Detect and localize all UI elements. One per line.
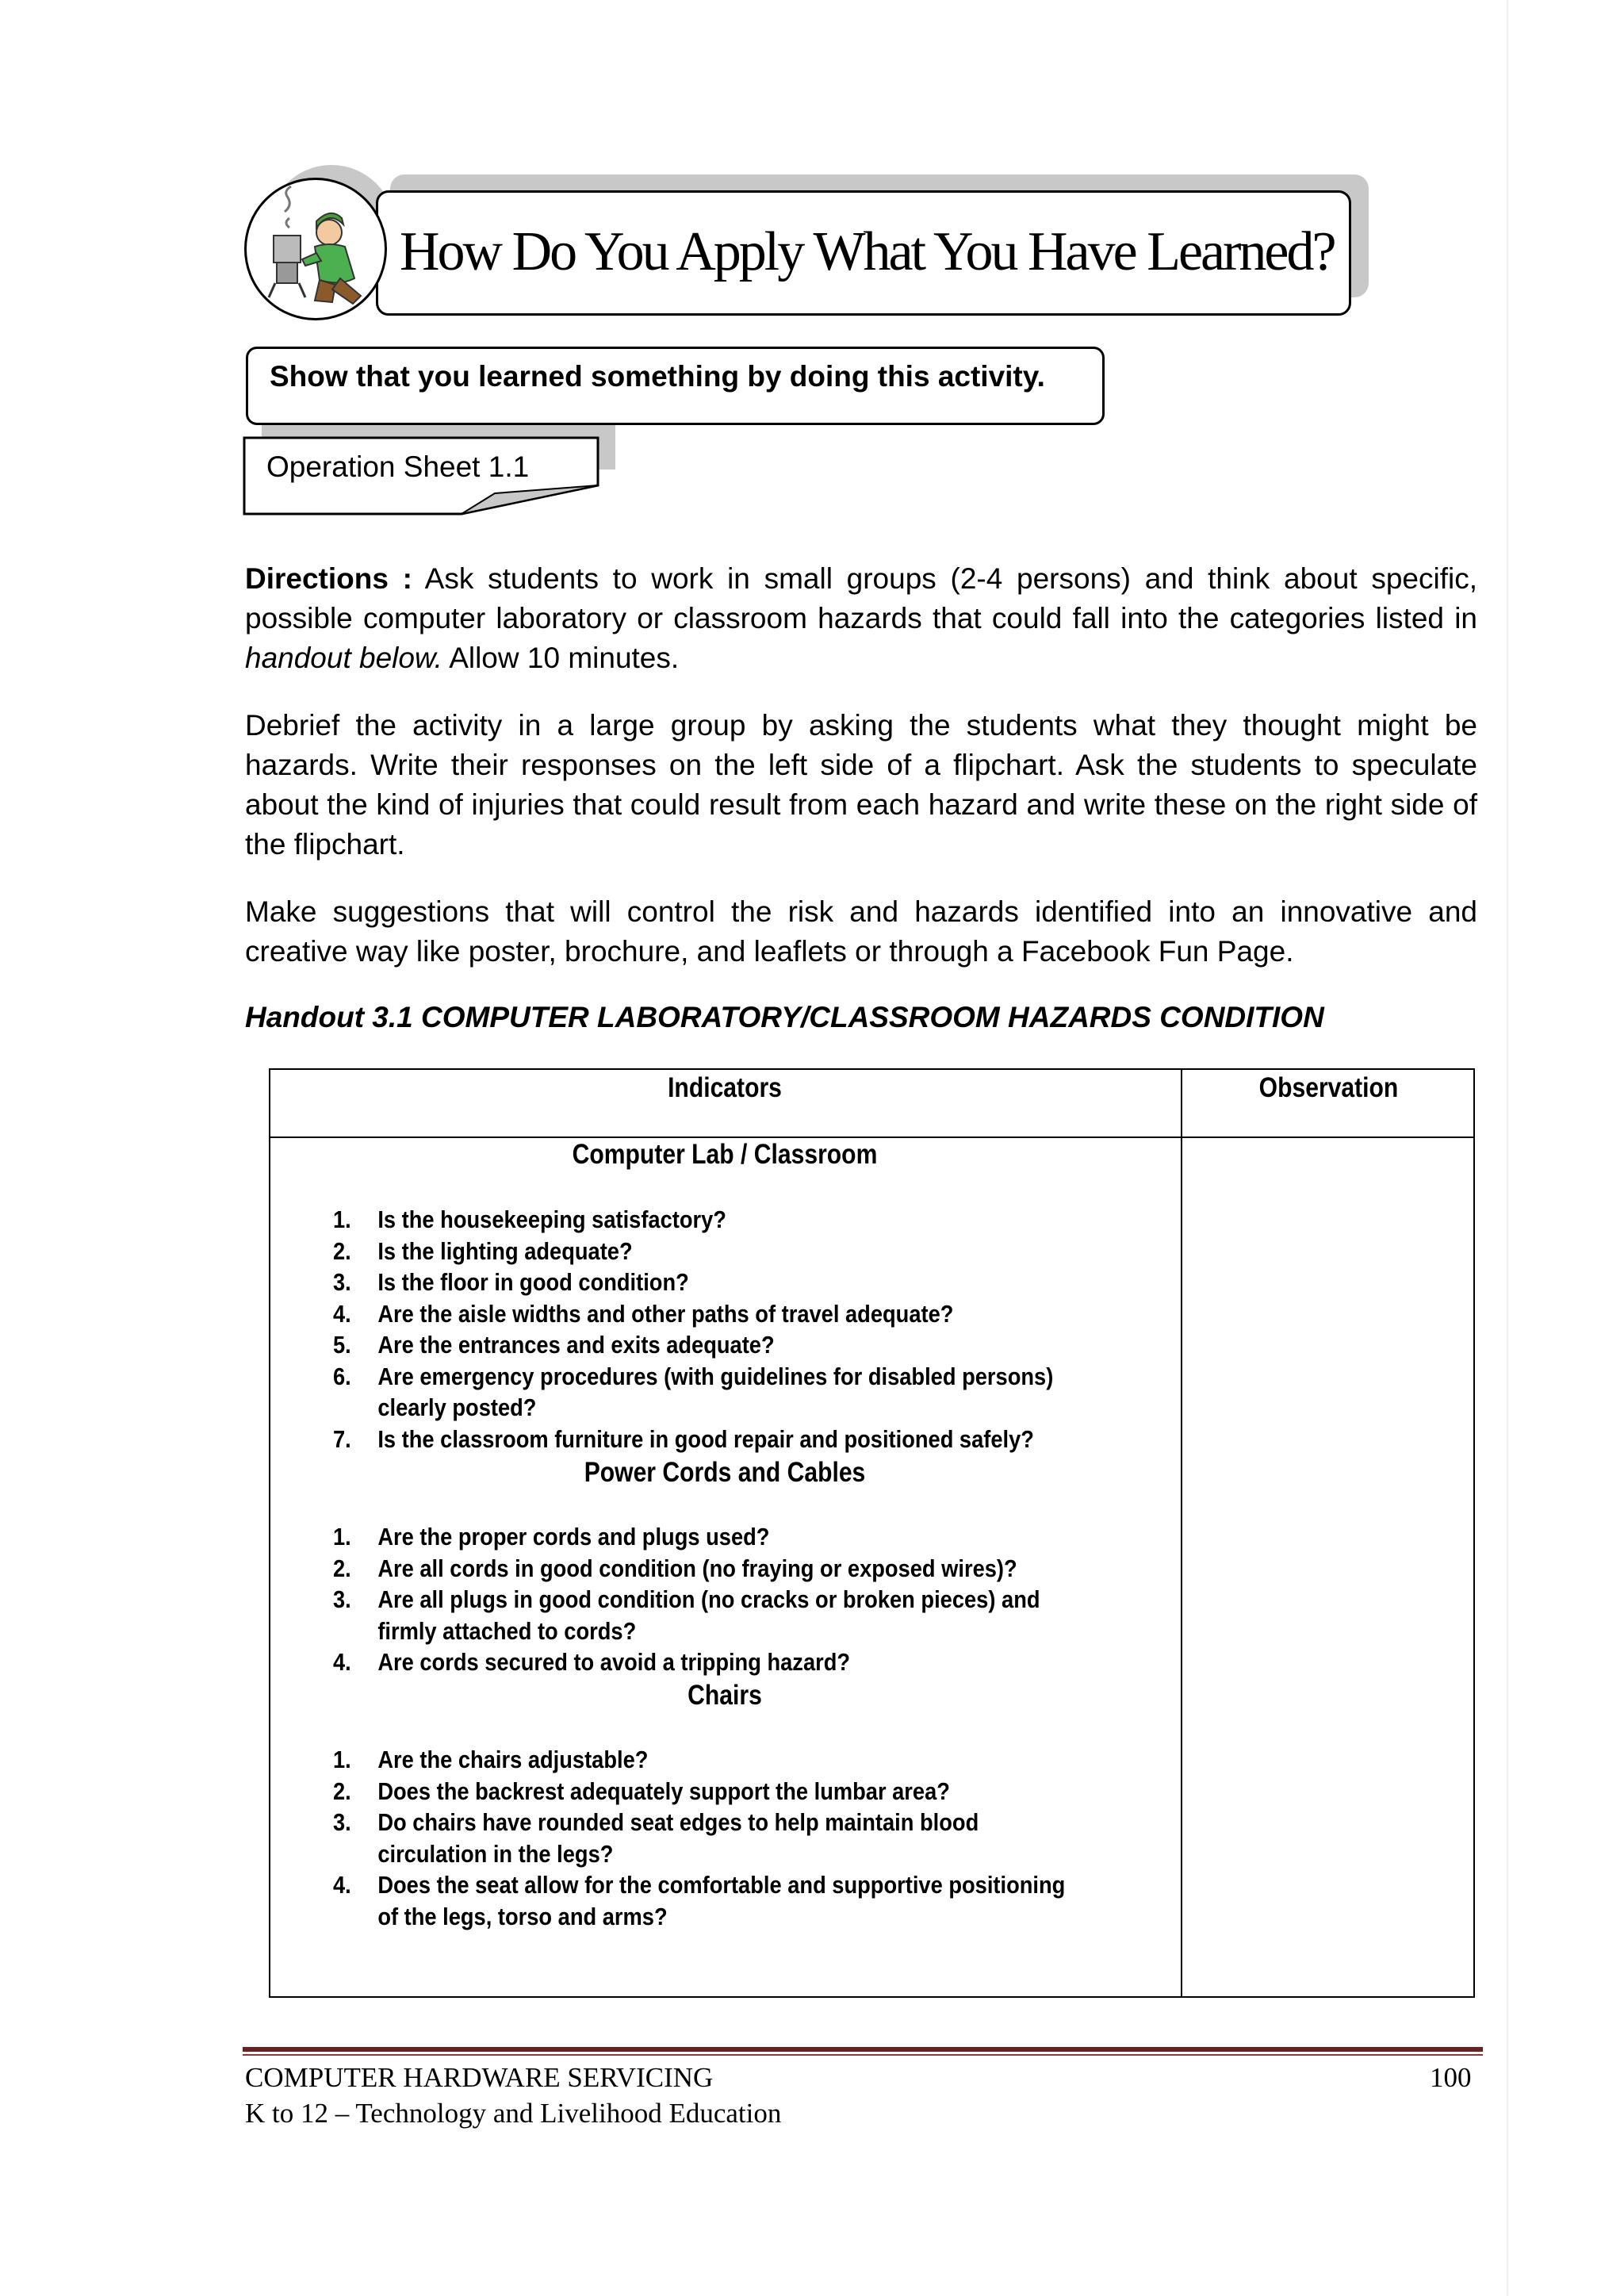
directions-label: Directions : [245, 562, 412, 595]
operation-sheet-label: Operation Sheet 1.1 [266, 450, 530, 483]
chairs-list [333, 1744, 1174, 1932]
page-title: How Do You Apply What You Have Learned? [400, 221, 1335, 282]
instruction-text: Show that you learned something by doing this activity. [270, 360, 1045, 393]
power-cords-list [333, 1521, 1174, 1678]
list-item: 3. Is the floor in good condition? [333, 1268, 689, 1296]
list-item: 3. Do chairs have rounded seat edges to help maintain blood circulation in the legs? [333, 1808, 979, 1868]
list-item: 6. Are emergency procedures (with guidelines for disabled persons) clearly posted? [333, 1362, 1054, 1421]
list-item: 2. Is the lighting adequate? [333, 1236, 633, 1265]
list-item: 1. Is the housekeeping satisfactory? [333, 1205, 726, 1233]
section-title-power-cords: Power Cords and Cables [584, 1457, 866, 1488]
footer-page-number: 100 [1430, 2062, 1472, 2093]
footer-subtitle: K to 12 – Technology and Livelihood Education [245, 2098, 782, 2129]
list-item: 4. Are cords secured to avoid a tripping hazard? [333, 1648, 851, 1676]
directions-text: Ask students to work in small groups (2-4 persons) and think about specific, possible computer laboratory or classroom hazards that could fall into the categories listed in [245, 562, 1477, 634]
suggestions-paragraph: Make suggestions that will control the risk and hazards identified into an innovative and creative way like poster, brochure, and leaflets or through a Facebook Fun Page. [245, 895, 1477, 968]
directions-italic: handout below. [245, 642, 442, 674]
directions-paragraph [245, 559, 1477, 678]
table-column-divider [1181, 1068, 1182, 1998]
footer-rule [243, 2047, 1483, 2052]
directions-after: Allow 10 minutes. [449, 642, 680, 674]
footer-course: COMPUTER HARDWARE SERVICING [245, 2062, 714, 2093]
banner-icon-circle [244, 178, 387, 320]
column-header-observation: Observation [1258, 1072, 1399, 1103]
list-item: 7. Is the classroom furniture in good repair and positioned safely? [333, 1424, 1034, 1453]
list-item: 5. Are the entrances and exits adequate? [333, 1331, 775, 1359]
computer-lab-list [333, 1204, 1174, 1455]
list-item: 4. Are the aisle widths and other paths of travel adequate? [333, 1299, 954, 1328]
list-item: 2. Does the backrest adequately support the lumbar area? [333, 1777, 950, 1805]
list-item: 2. Are all cords in good condition (no fraying or exposed wires)? [333, 1554, 1017, 1582]
list-item: 4. Does the seat allow for the comfortable and supportive positioning of the legs, torso and arms? [333, 1871, 1066, 1930]
list-item: 1. Are the proper cords and plugs used? [333, 1523, 770, 1550]
list-item: 3. Are all plugs in good condition (no cracks or broken pieces) and firmly attached to cords? [333, 1585, 1040, 1645]
footer-rule-thin [243, 2054, 1483, 2056]
table-header-divider [269, 1137, 1475, 1138]
page-edge-line [1507, 0, 1508, 2296]
section-title-chairs: Chairs [688, 1680, 762, 1711]
list-item: 1. Are the chairs adjustable? [333, 1746, 649, 1773]
debrief-paragraph: Debrief the activity in a large group by asking the students what they thought might be hazards. Write their responses on the left side of a flipchart. Ask the students to speculate about the kind of injuries that could result from each hazard and write these on the right side of the flipchart. [245, 709, 1477, 861]
section-title-computer-lab: Computer Lab / Classroom [572, 1139, 878, 1170]
student-working-icon [247, 180, 387, 320]
handout-title: Handout 3.1 COMPUTER LABORATORY/CLASSROOM HAZARDS CONDITION [245, 1001, 1324, 1033]
column-header-indicators: Indicators [668, 1072, 782, 1103]
